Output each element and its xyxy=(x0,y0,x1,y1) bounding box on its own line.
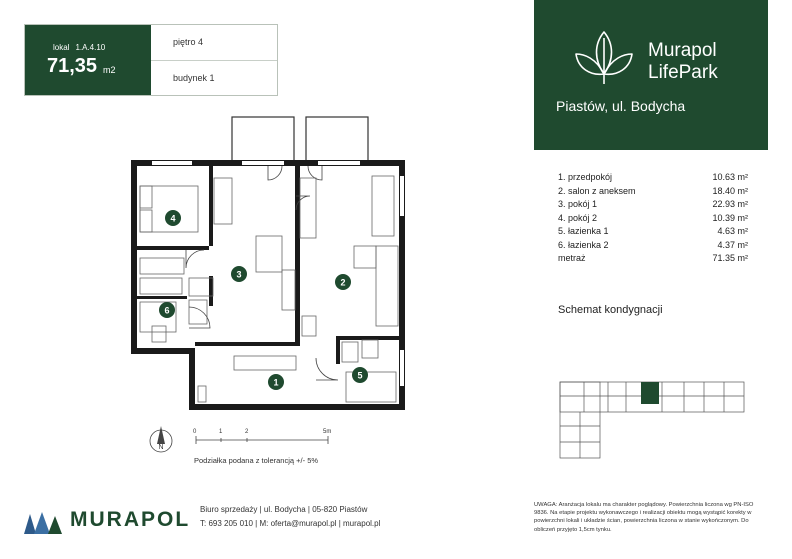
room-name: 6. łazienka 2 xyxy=(558,239,609,250)
footer-office-line1: Biuro sprzedaży | ul. Bodycha | 05-820 Piastów xyxy=(200,505,368,514)
schemat-title: Schemat kondygnacji xyxy=(558,304,663,316)
room-name: 2. salon z aneksem xyxy=(558,185,636,196)
brand-location: Piastów, ul. Bodycha xyxy=(556,98,686,114)
footer-office-line2: T: 693 205 010 | M: oferta@murapol.pl | murapol.pl xyxy=(200,519,381,528)
brand-name xyxy=(648,40,718,84)
room-marker-5-label: 5 xyxy=(357,370,363,381)
brand-name-line1: Murapol xyxy=(648,40,717,61)
scale-tick-1: 1 xyxy=(219,429,223,435)
room-row xyxy=(558,253,748,267)
room-row xyxy=(558,199,748,213)
doors xyxy=(186,166,338,380)
room-area: 10.63 m² xyxy=(712,172,748,182)
scale-tick-2: 2 xyxy=(245,429,249,435)
room-marker-4-label: 4 xyxy=(170,213,176,224)
room-area: 4.63 m² xyxy=(717,226,748,236)
compass-icon xyxy=(150,426,172,452)
room-area: 4.37 m² xyxy=(717,239,748,250)
unit-floor: piętro 4 xyxy=(173,37,204,47)
room-area: 10.39 m² xyxy=(712,212,748,223)
room-area: 18.40 m² xyxy=(712,185,748,196)
rooms-table xyxy=(558,172,748,267)
unit-building: budynek 1 xyxy=(173,73,215,83)
compass-north-label: N xyxy=(158,444,164,451)
floor-schematic xyxy=(554,376,750,460)
scale-tick-0: 0 xyxy=(193,429,197,435)
footer-office xyxy=(200,503,380,531)
room-marker-1-label: 1 xyxy=(273,377,279,388)
scale-note: Podziałka podana z tolerancją +/- 5% xyxy=(194,456,319,465)
room-row xyxy=(558,226,748,240)
unit-code-value: 1.A.4.10 xyxy=(75,43,106,52)
scale-bar xyxy=(193,429,331,444)
schematic-highlight xyxy=(641,382,659,404)
room-row xyxy=(558,240,748,254)
unit-code-label: lokal xyxy=(53,43,70,52)
unit-area: 71,35 xyxy=(47,55,98,77)
brand-panel xyxy=(534,0,768,150)
brand-name-line2: LifePark xyxy=(648,62,718,83)
room-name: 4. pokój 2 xyxy=(558,212,598,223)
footer-brand: MURAPOL xyxy=(70,508,191,531)
disclaimer: UWAGA: Aranżacja lokalu ma charakter poglądowy. Powierzchnia liczona wg PN-ISO 9836. Na etapie projektu wykonawczego i realizacji obiektu mogą wystąpić korekty w powierzchni lokali i układzie ścian, powierzchnia liczona w stanie wykończonym. Do obliczeń przyjęto 1,5cm tynku. xyxy=(534,502,754,533)
scale-tick-5m: 5m xyxy=(323,429,332,435)
room-row xyxy=(558,186,748,200)
room-marker-3-label: 3 xyxy=(236,269,242,280)
balcony-right xyxy=(306,117,368,165)
room-name: metraż xyxy=(558,253,586,263)
room-name: 5. łazienka 1 xyxy=(558,226,609,236)
murapol-logo-icon xyxy=(22,510,64,536)
room-row xyxy=(558,172,748,186)
room-row xyxy=(558,213,748,227)
unit-area-unit: m2 xyxy=(103,65,116,75)
room-name: 1. przedpokój xyxy=(558,172,613,182)
room-marker-6-label: 6 xyxy=(164,305,170,316)
room-area: 22.93 m² xyxy=(712,199,748,209)
room-area: 71.35 m² xyxy=(712,253,748,263)
room-marker-2-label: 2 xyxy=(340,277,346,288)
balcony-left xyxy=(232,117,294,165)
room-name: 3. pokój 1 xyxy=(558,199,598,209)
leaf-logo-icon xyxy=(574,28,634,88)
